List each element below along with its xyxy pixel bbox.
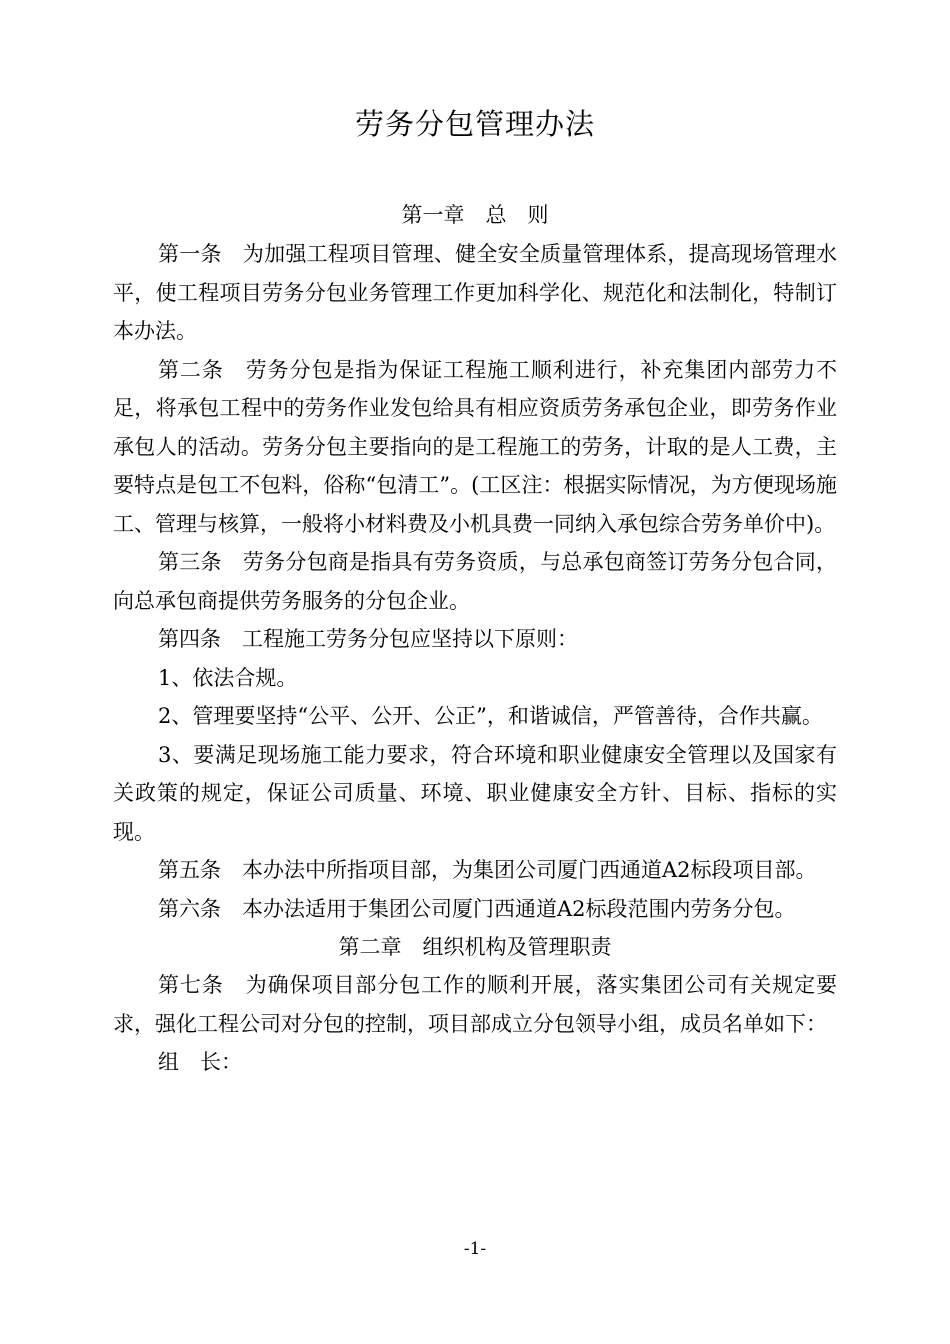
- principle-item: 1、依法合规。: [158, 665, 298, 690]
- article-paragraph: 第一条 为加强工程项目管理、健全安全质量管理体系，提高现场管理水平，使工程项目劳务分包业务管理工作更加科学化、规范化和法制化，特制订本办法。: [113, 242, 837, 343]
- article-paragraph: 第三条 劳务分包商是指具有劳务资质，与总承包商签订劳务分包合同，向总承包商提供劳务服务的分包企业。: [113, 550, 837, 613]
- article-paragraph: 第七条 为确保项目部分包工作的顺利开展，落实集团公司有关规定要求，强化工程公司对分包的控制，项目部成立分包领导小组，成员名单如下：: [113, 973, 837, 1036]
- article-paragraph: 第四条 工程施工劳务分包应坚持以下原则：: [158, 627, 578, 651]
- document-body: [113, 196, 837, 1082]
- article-paragraph: 第五条 本办法中所指项目部，为集团公司厦门西通道A2标段项目部。: [158, 858, 817, 882]
- document-title: 劳务分包管理办法: [354, 107, 595, 141]
- principle-item: 3、要满足现场施工能力要求，符合环境和职业健康安全管理以及国家有关政策的规定，保证公司质量、环境、职业健康安全方针、目标、指标的实现。: [113, 742, 837, 844]
- article-paragraph: 第六条 本办法适用于集团公司厦门西通道A2标段范围内劳务分包。: [158, 896, 796, 921]
- group-leader-line: 组 长：: [158, 1050, 242, 1074]
- principle-item: 2、管理要坚持“公平、公开、公正”，和谐诚信，严管善待，合作共赢。: [158, 704, 823, 728]
- chapter-heading: 第一章 总 则: [401, 203, 549, 227]
- chapter-heading: 第二章 组织机构及管理职责: [338, 935, 612, 959]
- article-paragraph: 第二条 劳务分包是指为保证工程施工顺利进行，补充集团内部劳力不足，将承包工程中的劳务作业发包给具有相应资质劳务承包企业，即劳务作业承包人的活动。劳务分包主要指向的是工程施工的劳务，计取的是人工费，主要特点是包工不包料，俗称“包清工”。(工区注：根据实际情况，为方便现场施工、管理与核算，一般将小材料费及小机具费一同纳入承包综合劳务单价中)。: [113, 357, 837, 536]
- page-number: -1-: [463, 1239, 487, 1259]
